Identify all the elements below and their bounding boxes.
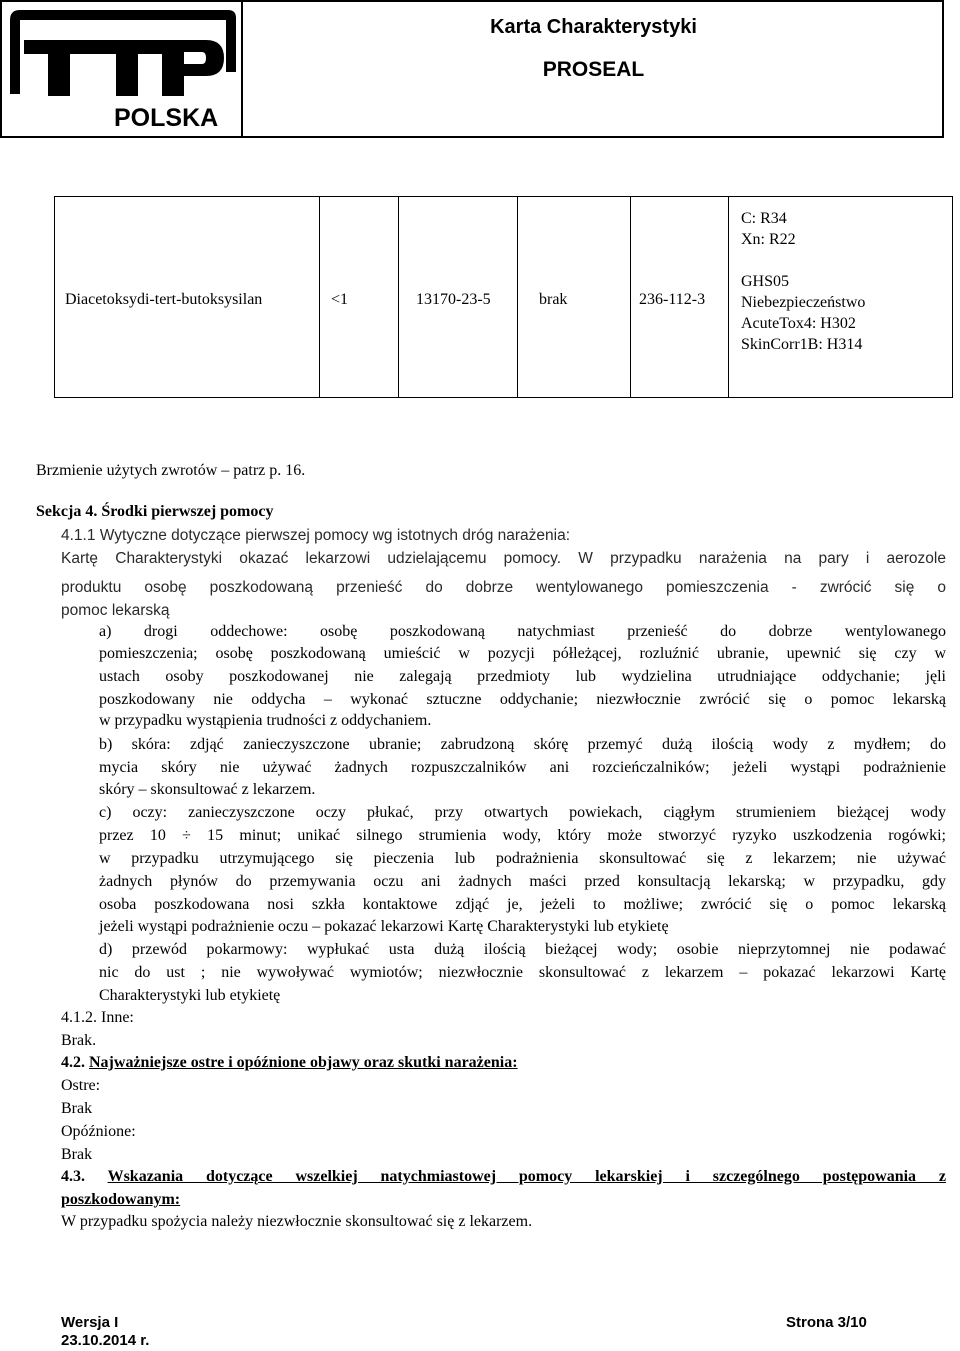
s43-title-line-1: Wskazania dotyczące wszelkiej natychmiastowej pomocy lekarskiej i szczególnego postępowania z bbox=[107, 1168, 946, 1185]
s411-line-4: pomoc lekarską bbox=[61, 602, 170, 619]
item-c-line-4: żadnych płynów do przemywania oczu ani żadnych maści przed konsultacją lekarską; w przypadku, gdy bbox=[99, 873, 946, 890]
substance-ec: 236-112-3 bbox=[639, 291, 706, 308]
delayed-label: Opóźnione: bbox=[61, 1123, 136, 1140]
delayed-value: Brak bbox=[61, 1146, 93, 1163]
acute-label: Ostre: bbox=[61, 1077, 101, 1094]
classification-clp-3: AcuteTox4: H302 bbox=[741, 315, 856, 332]
item-b-line-1: b) skóra: zdjąć zanieczyszczone ubranie; zabrudzoną skórę przemyć dużą ilością wody z mydłem; do bbox=[99, 736, 946, 753]
item-c-line-1: c) oczy: zanieczyszczone oczy płukać, przy otwartych powiekach, ciągłym strumieniem bieżącej wody bbox=[99, 804, 946, 821]
s42-heading bbox=[61, 1051, 518, 1074]
s43-number: 4.3. bbox=[61, 1168, 85, 1185]
classification-clp-4: SkinCorr1B: H314 bbox=[741, 336, 863, 353]
composition-table bbox=[54, 196, 953, 398]
s411-line-2: Kartę Charakterystyki okazać lekarzowi udzielającemu pomocy. W przypadku narażenia na pary i aerozole bbox=[61, 550, 946, 567]
s43-heading-line-1 bbox=[61, 1165, 946, 1188]
substance-concentration: <1 bbox=[331, 291, 349, 308]
substance-cas: 13170-23-5 bbox=[416, 291, 491, 308]
acute-value: Brak bbox=[61, 1100, 93, 1117]
s412-value: Brak. bbox=[61, 1032, 97, 1049]
item-c-line-5: osoba poszkodowana nosi szkła kontaktowe zdjąć je, jeżeli to możliwe; zwrócić się o pomoc lekarską bbox=[99, 896, 946, 913]
item-b-line-3: skóry – skonsultować z lekarzem. bbox=[99, 781, 316, 798]
product-name: PROSEAL bbox=[542, 58, 645, 81]
section-title: Sekcja 4. Środki pierwszej pomocy bbox=[36, 503, 274, 520]
footer-page: Strona 3/10 bbox=[786, 1314, 867, 1331]
item-d-line-1: d) przewód pokarmowy: wypłukać usta dużą ilością bieżącej wody; osobie nieprzytomnej nie podawać bbox=[99, 941, 946, 958]
s411-line-1: 4.1.1 Wytyczne dotyczące pierwszej pomocy wg istotnych dróg narażenia: bbox=[61, 527, 571, 544]
item-a-line-5: w przypadku wystąpienia trudności z oddychaniem. bbox=[99, 712, 432, 729]
item-a-line-3: ustach osoby poszkodowanej nie zalegają przedmioty lub wydzielina utrudniające oddychanie; jęli bbox=[99, 668, 946, 685]
item-a-line-2: pomieszczenia; osobę poszkodowaną umieścić w pozycji półleżącej, rozluźnić ubranie, upewnić się czy w bbox=[99, 645, 946, 662]
s43-text: W przypadku spożycia należy niezwłocznie skonsultować się z lekarzem. bbox=[61, 1213, 533, 1230]
substance-name: Diacetoksydi-tert-butoksysilan bbox=[65, 291, 263, 308]
footer-date: 23.10.2014 r. bbox=[61, 1332, 150, 1349]
item-b-line-2: mycia skóry nie używać żadnych rozpuszczalników ani rozcieńczalników; jeżeli wystąpi podrażnienie bbox=[99, 759, 946, 776]
phrases-note: Brzmienie użytych zwrotów – patrz p. 16. bbox=[36, 462, 306, 479]
item-a-line-4: poszkodowany nie oddycha – wykonać sztuczne oddychanie; niezwłocznie zwrócić się o pomoc lekarską bbox=[99, 691, 946, 708]
classification-clp-1: GHS05 bbox=[741, 273, 790, 290]
s43-title-line-2: poszkodowanym: bbox=[61, 1191, 181, 1208]
s42-title: Najważniejsze ostre i opóźnione objawy oraz skutki narażenia: bbox=[89, 1054, 518, 1071]
s412-title: 4.1.2. Inne: bbox=[61, 1009, 134, 1026]
classification-dsd-1: C: R34 bbox=[741, 210, 787, 227]
company-logo bbox=[0, 0, 243, 138]
s42-number: 4.2. bbox=[61, 1054, 85, 1071]
item-d-line-2: nic do ust ; nie wywoływać wymiotów; niezwłocznie skonsultować z lekarzem – pokazać lekarzowi Kartę bbox=[99, 964, 946, 981]
classification-clp-2: Niebezpieczeństwo bbox=[741, 294, 866, 311]
logo-graphic bbox=[2, 2, 241, 136]
item-c-line-6: jeżeli wystąpi podrażnienie oczu – pokazać lekarzowi Kartę Charakterystyki lub etykietę bbox=[99, 918, 669, 935]
item-a-line-1: a) drogi oddechowe: osobę poszkodowaną natychmiast przenieść do dobrze wentylowanego bbox=[99, 623, 946, 640]
classification-dsd-2: Xn: R22 bbox=[741, 231, 796, 248]
item-c-line-3: w przypadku utrzymującego się pieczenia lub podrażnienia skonsultować się z lekarzem; nie używać bbox=[99, 850, 946, 867]
document-title: Karta Charakterystyki bbox=[490, 16, 697, 38]
logo-text: POLSKA bbox=[114, 104, 219, 132]
s411-line-3: produktu osobę poszkodowaną przenieść do dobrze wentylowanego pomieszczenia - zwrócić się o bbox=[61, 579, 946, 596]
item-c-line-2: przez 10 ÷ 15 minut; unikać silnego strumienia wody, który może stworzyć ryzyko uszkodzenia rogówki; bbox=[99, 827, 946, 844]
substance-index: brak bbox=[539, 291, 568, 308]
footer-version: Wersja I bbox=[61, 1314, 119, 1331]
item-d-line-3: Charakterystyki lub etykietę bbox=[99, 987, 281, 1004]
